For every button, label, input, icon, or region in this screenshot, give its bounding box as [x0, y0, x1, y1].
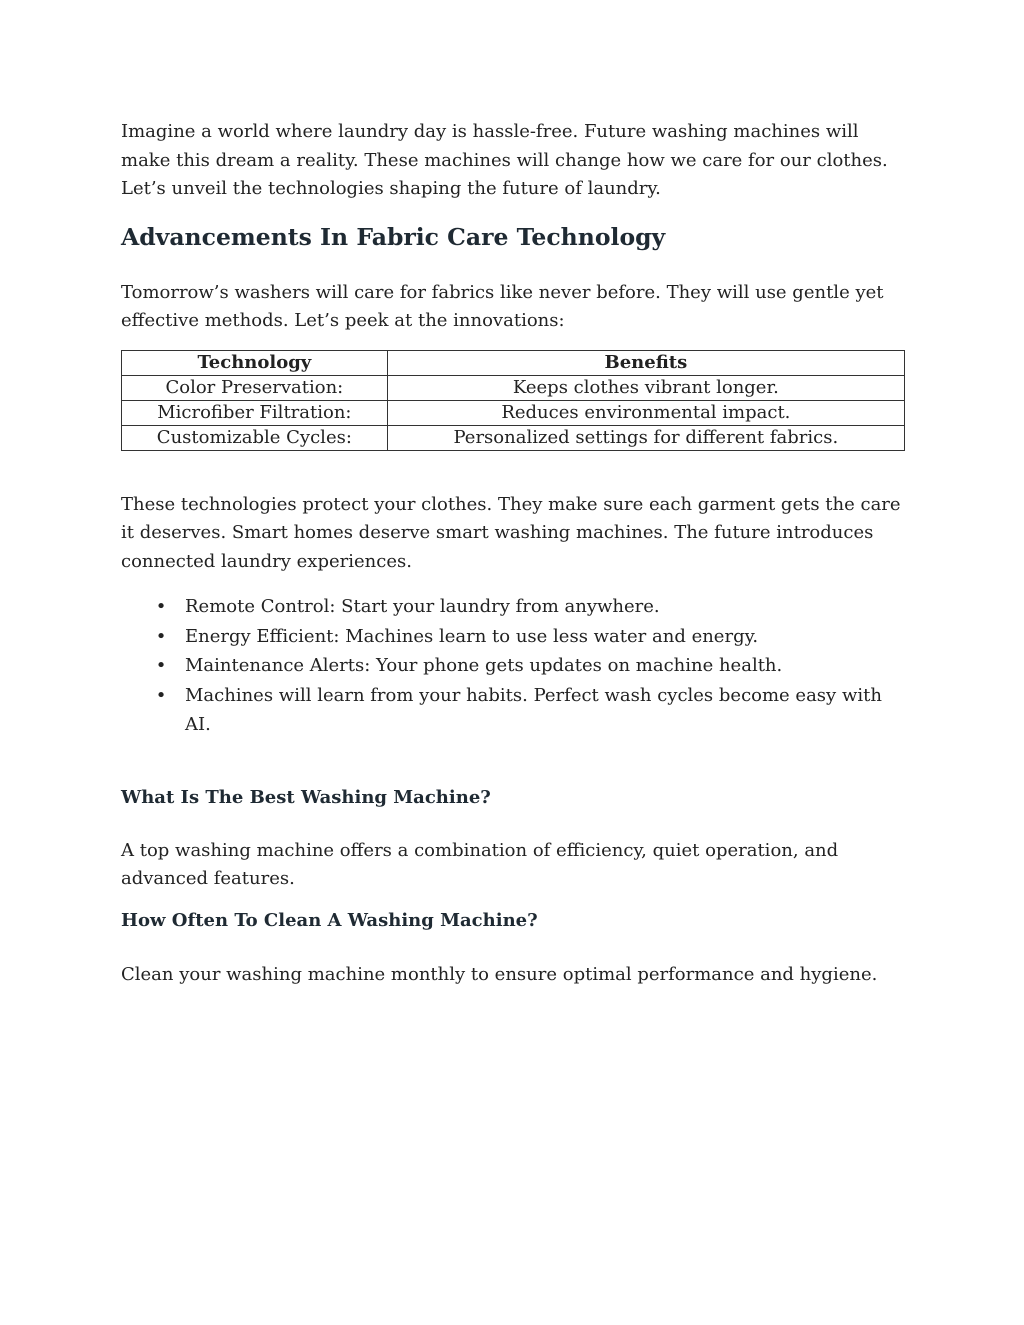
faq-answer-best-machine: A top washing machine offers a combination of efficiency, quiet operation, and advanced features. [121, 839, 839, 889]
section-heading: Advancements In Fabric Care Technology [121, 222, 666, 251]
list-item [155, 681, 904, 740]
table-cell-technology: Microfiber Filtration: [122, 400, 388, 425]
table-header-technology: Technology [122, 350, 388, 375]
list-item-text: Machines will learn from your habits. Perfect wash cycles become easy with AI. [185, 684, 882, 735]
list-item [155, 592, 904, 622]
faq-answer-cleaning: Clean your washing machine monthly to ensure optimal performance and hygiene. [121, 963, 878, 985]
faq-question-cleaning: How Often To Clean A Washing Machine? [121, 909, 538, 931]
faq-question-best-machine: What Is The Best Washing Machine? [121, 786, 491, 808]
lead-paragraph: Tomorrow’s washers will care for fabrics like never before. They will use gentle yet effective methods. Let’s peek at the innovations: [121, 281, 884, 331]
table-cell-benefit: Keeps clothes vibrant longer. [387, 375, 904, 400]
bullet-icon: • [155, 655, 167, 676]
body-paragraph: These technologies protect your clothes. They make sure each garment gets the care it deserves. Smart homes deserve smart washing machines. The future introduces connected laundry experiences. [121, 493, 901, 572]
table-cell-benefit: Reduces environmental impact. [387, 400, 904, 425]
feature-list [121, 592, 904, 740]
table-row [122, 425, 905, 450]
bullet-icon: • [155, 625, 167, 647]
list-item-text: Maintenance Alerts: Your phone gets updates on machine health. [185, 655, 783, 676]
table-cell-technology: Color Preservation: [122, 375, 388, 400]
table-header-benefits: Benefits [387, 350, 904, 375]
technology-table [121, 350, 905, 451]
table-row [122, 400, 905, 425]
bullet-icon: • [155, 596, 167, 617]
bullet-icon: • [155, 684, 167, 706]
list-item [155, 651, 904, 681]
table-cell-technology: Customizable Cycles: [122, 425, 388, 450]
list-item-text: Remote Control: Start your laundry from anywhere. [185, 596, 660, 617]
table-row [122, 375, 905, 400]
table-cell-benefit: Personalized settings for different fabrics. [387, 425, 904, 450]
intro-paragraph: Imagine a world where laundry day is hassle-free. Future washing machines will make this dream a reality. These machines will change how we care for our clothes. Let’s unveil the technologies shaping the future of laundry. [121, 121, 888, 199]
table-header-row [122, 350, 905, 375]
list-item-text: Energy Efficient: Machines learn to use less water and energy. [185, 625, 759, 647]
list-item [155, 622, 904, 652]
